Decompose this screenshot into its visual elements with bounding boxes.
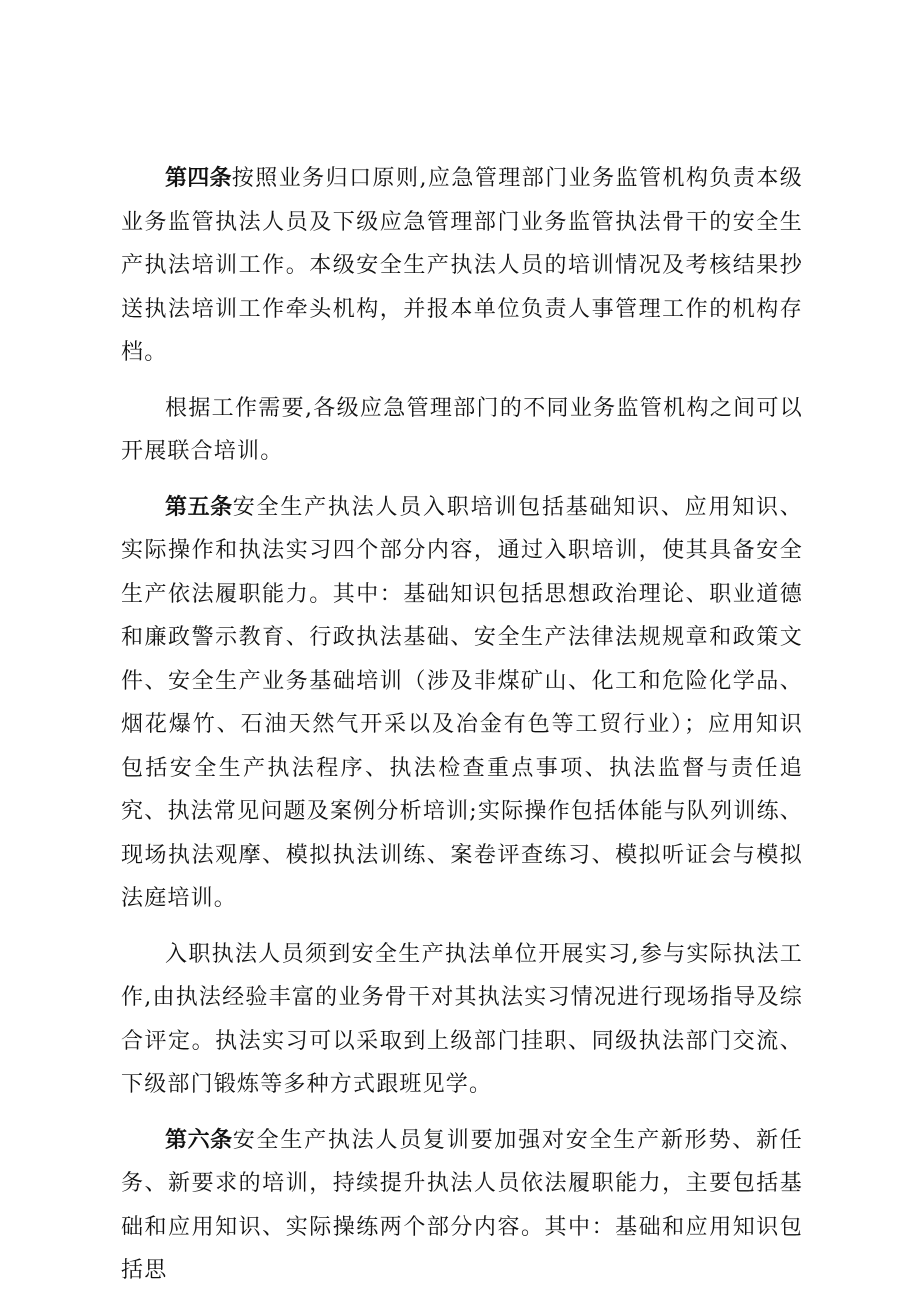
paragraph-text: 安全生产执法人员入职培训包括基础知识、应用知识、实际操作和执法实习四个部分内容，通过入职培训，使其具备安全生产依法履职能力。其中：基础知识包括思想政治理论、职业道德和廉政警示教育、行政执法基础、安全生产法律法规规章和政策文件、安全生产业务基础培训（涉及非煤矿山、化工和危险化学品、烟花爆竹、石油天然气开采以及冶金有色等工贸行业）；应用知识包括安全生产执法程序、执法检查重点事项、执法监督与责任追究、执法常见问题及案例分析培训;实际操作包括体能与队列训练、现场执法观摩、模拟执法训练、案卷评查练习、模拟听证会与模拟法庭培训。 bbox=[121, 494, 803, 911]
document-body bbox=[121, 157, 803, 1305]
paragraph-text: 安全生产执法人员复训要加强对安全生产新形势、新任务、新要求的培训，持续提升执法人员依法履职能力，主要包括基础和应用知识、实际操练两个部分内容。其中：基础和应用知识包括思 bbox=[121, 1127, 803, 1283]
paragraph-article-6 bbox=[121, 1119, 803, 1293]
paragraph-text: 按照业务归口原则,应急管理部门业务监管机构负责本级业务监管执法人员及下级应急管理部门业务监管执法骨干的安全生产执法培训工作。本级安全生产执法人员的培训情况及考核结果抄送执法培训工作牵头机构，并报本单位负责人事管理工作的机构存档。 bbox=[121, 166, 803, 365]
paragraph-text: 根据工作需要,各级应急管理部门的不同业务监管机构之间可以开展联合培训。 bbox=[121, 395, 803, 464]
article-number: 第六条 bbox=[165, 1127, 233, 1153]
paragraph-article-5 bbox=[121, 486, 803, 921]
paragraph-joint-training bbox=[121, 387, 803, 474]
article-number: 第五条 bbox=[165, 494, 233, 520]
paragraph-text: 入职执法人员须到安全生产执法单位开展实习,参与实际执法工作,由执法经验丰富的业务骨干对其执法实习情况进行现场指导及综合评定。执法实习可以采取到上级部门挂职、同级执法部门交流、下级部门锻炼等多种方式跟班见学。 bbox=[121, 941, 803, 1097]
article-number: 第四条 bbox=[165, 166, 232, 191]
paragraph-internship bbox=[121, 933, 803, 1107]
paragraph-article-4 bbox=[121, 157, 803, 375]
